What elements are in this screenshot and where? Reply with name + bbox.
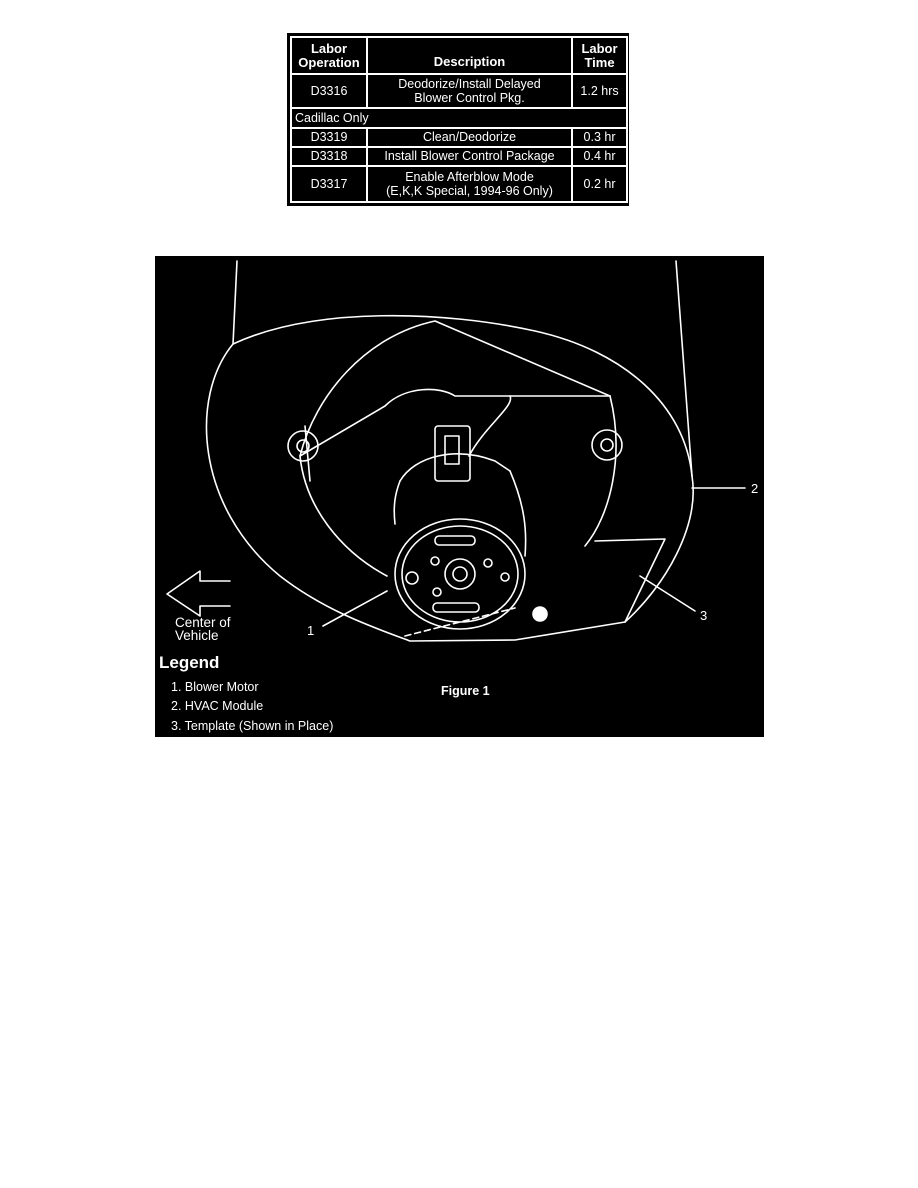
cell-operation: D3317 bbox=[291, 166, 367, 202]
figure-blower-motor-diagram bbox=[155, 256, 764, 737]
direction-arrow bbox=[167, 571, 230, 616]
table-row bbox=[291, 166, 627, 202]
legend-item-blower-motor: 1. Blower Motor bbox=[171, 680, 259, 694]
section-label-cadillac-only: Cadillac Only bbox=[291, 108, 627, 127]
header-operation-line-2: Operation bbox=[298, 54, 360, 70]
legend-item-template: 3. Template (Shown in Place) bbox=[171, 719, 334, 733]
header-operation-line-1: Labor bbox=[310, 40, 348, 56]
header-labor-operation bbox=[291, 37, 367, 74]
table-row bbox=[291, 128, 627, 147]
cell-description bbox=[367, 74, 572, 108]
header-labor-time bbox=[572, 37, 627, 74]
header-time-line-2: Time bbox=[584, 54, 615, 70]
direction-label-line-2: Vehicle bbox=[175, 628, 219, 643]
mounting-bracket bbox=[300, 321, 616, 576]
cell-operation: D3318 bbox=[291, 147, 367, 166]
description-line: Deodorize/Install Delayed bbox=[398, 77, 541, 92]
cell-time: 0.4 hr bbox=[572, 147, 627, 166]
cell-description: Clean/Deodorize bbox=[367, 128, 572, 147]
callout-2: 2 bbox=[751, 481, 759, 496]
legend-title: Legend bbox=[159, 653, 220, 672]
table-row bbox=[291, 74, 627, 108]
mounting-grommet-right bbox=[592, 430, 622, 460]
cell-time: 0.2 hr bbox=[572, 166, 627, 202]
cell-description: Install Blower Control Package bbox=[367, 147, 572, 166]
cell-description bbox=[367, 166, 572, 202]
header-time-line-1: Labor bbox=[581, 40, 618, 56]
direction-label bbox=[175, 616, 231, 642]
callout-1: 1 bbox=[307, 623, 315, 638]
direction-label-line-1: Center of bbox=[175, 615, 231, 630]
figure-caption: Figure 1 bbox=[441, 684, 490, 698]
callout-3: 3 bbox=[700, 608, 708, 623]
table-row bbox=[291, 147, 627, 166]
blower-motor bbox=[394, 396, 525, 629]
labor-table-grid bbox=[290, 36, 628, 203]
cell-operation: D3319 bbox=[291, 128, 367, 147]
legend-item-hvac-module: 2. HVAC Module bbox=[171, 699, 264, 713]
diagram-artwork bbox=[155, 256, 764, 737]
header-description: Description bbox=[367, 37, 572, 74]
cell-time: 0.3 hr bbox=[572, 128, 627, 147]
description-line: Enable Afterblow Mode bbox=[405, 169, 534, 184]
labor-time-table bbox=[287, 33, 629, 206]
description-line: (E,K,K Special, 1994-96 Only) bbox=[386, 183, 553, 198]
callout-leader-lines bbox=[323, 488, 745, 626]
cell-time: 1.2 hrs bbox=[572, 74, 627, 108]
table-section-row bbox=[291, 108, 627, 127]
cell-operation: D3316 bbox=[291, 74, 367, 108]
description-line: Blower Control Pkg. bbox=[414, 91, 525, 106]
table-header-row bbox=[291, 37, 627, 74]
template-outline bbox=[405, 539, 665, 636]
